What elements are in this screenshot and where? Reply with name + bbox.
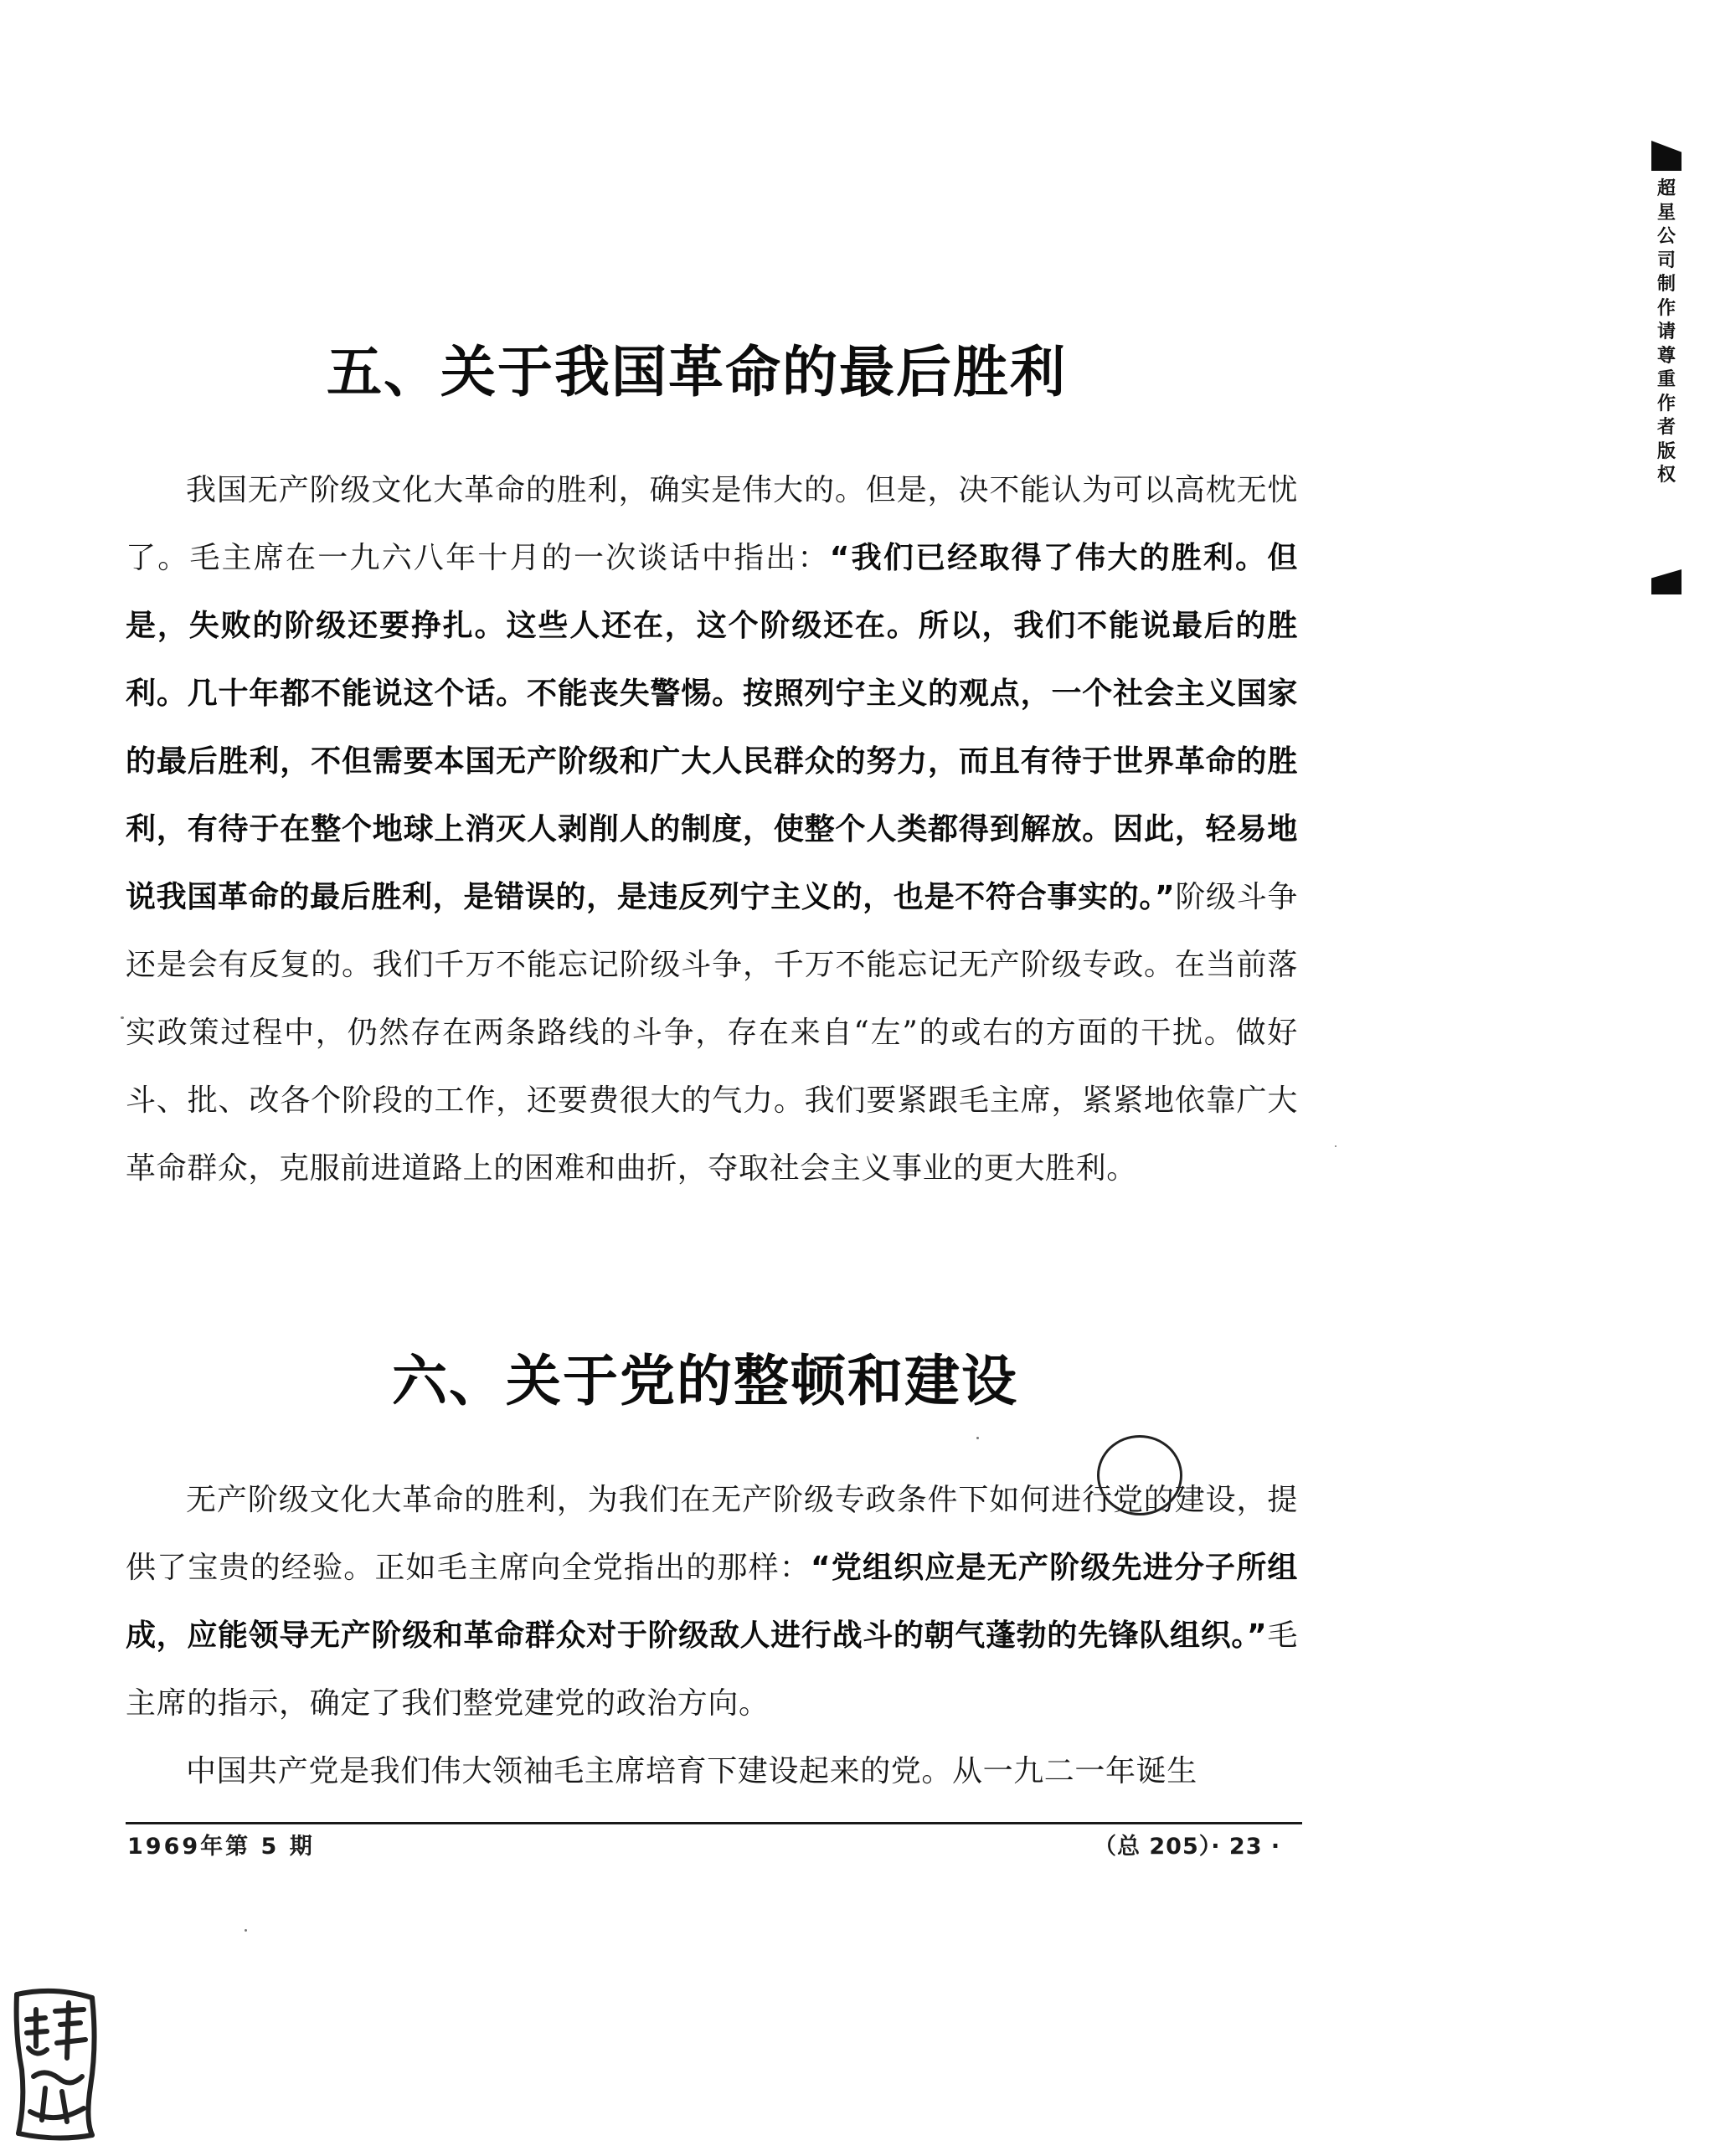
handwritten-circle-mark	[1097, 1435, 1182, 1515]
section-6-paragraph-2-text: 中国共产党是我们伟大领袖毛主席培育下建设起来的党。从一九二一年诞生	[186, 1754, 1197, 1788]
section-6-mao-quote: “党组织应是无产阶级先进分子所组成，应能领导无产阶级和革命群众对于阶级敌人进行战斗的朝气蓬勃的先锋队组织。”	[126, 1551, 1299, 1653]
section-6-paragraph-2	[126, 1737, 1298, 1805]
section-5-mao-quote: “我们已经取得了伟大的胜利。但是，失败的阶级还要挣扎。这些人还在，这个阶级还在。所以，我们不能说最后的胜利。几十年都不能说这个话。不能丧失警惕。按照列宁主义的观点，一个社会主义国家的最后胜利，不但需要本国无产阶级和广大人民群众的努力，而且有待于世界革命的胜利，有待于在整个地球上消灭人剥削人的制度，使整个人类都得到解放。因此，轻易地说我国革命的最后胜利，是错误的，是违反列宁主义的，也是不符合事实的。”	[126, 541, 1298, 914]
footer-page-number: （总 205）· 23 ·	[1094, 1834, 1281, 1860]
side-watermark	[1648, 141, 1687, 593]
scan-speck	[976, 1437, 979, 1439]
section-6-text-intro: 无产阶级文化大革命的胜利，为我们在无产阶级专政条件下如何进行党的建设，提供了宝贵的经验。正如毛主席向全党指出的那样：	[126, 1483, 1298, 1585]
section-5-text-conclusion: 阶级斗争还是会有反复的。我们千万不能忘记阶级斗争，千万不能忘记无产阶级专政。在当前落实政策过程中，仍然存在两条路线的斗争，存在来自“左”的或右的方面的干扰。做好斗、批、改各个阶段的工作，还要费很大的气力。我们要紧跟毛主席，紧紧地依靠广大革命群众，克服前进道路上的困难和曲折，夺取社会主义事业的更大胜利。	[126, 880, 1298, 1186]
scan-speck	[245, 1929, 247, 1932]
seal-stamp-icon	[8, 1978, 102, 2145]
section-5-paragraph	[126, 456, 1298, 1202]
section-5-text-intro: 我国无产阶级文化大革命的胜利，确实是伟大的。但是，决不能认为可以高枕无忧了。毛主席在一九六八年十月的一次谈话中指出：	[126, 473, 1298, 575]
section-6-text-conclusion: 毛主席的指示，确定了我们整党建党的政治方向。	[126, 1618, 1298, 1721]
watermark-bar-bottom-icon	[1651, 569, 1682, 594]
footer-rule	[126, 1822, 1302, 1824]
section-5-heading: 五、关于我国革命的最后胜利	[327, 340, 1067, 404]
section-6-heading: 六、关于党的整顿和建设	[392, 1349, 1018, 1413]
scan-speck	[121, 1016, 124, 1019]
footer-issue: 1969年第 5 期	[127, 1834, 315, 1860]
scan-speck	[1335, 1145, 1336, 1147]
side-watermark-text: 超星公司制作请尊重作者版权	[1656, 178, 1676, 486]
watermark-bar-top-icon	[1651, 141, 1682, 171]
